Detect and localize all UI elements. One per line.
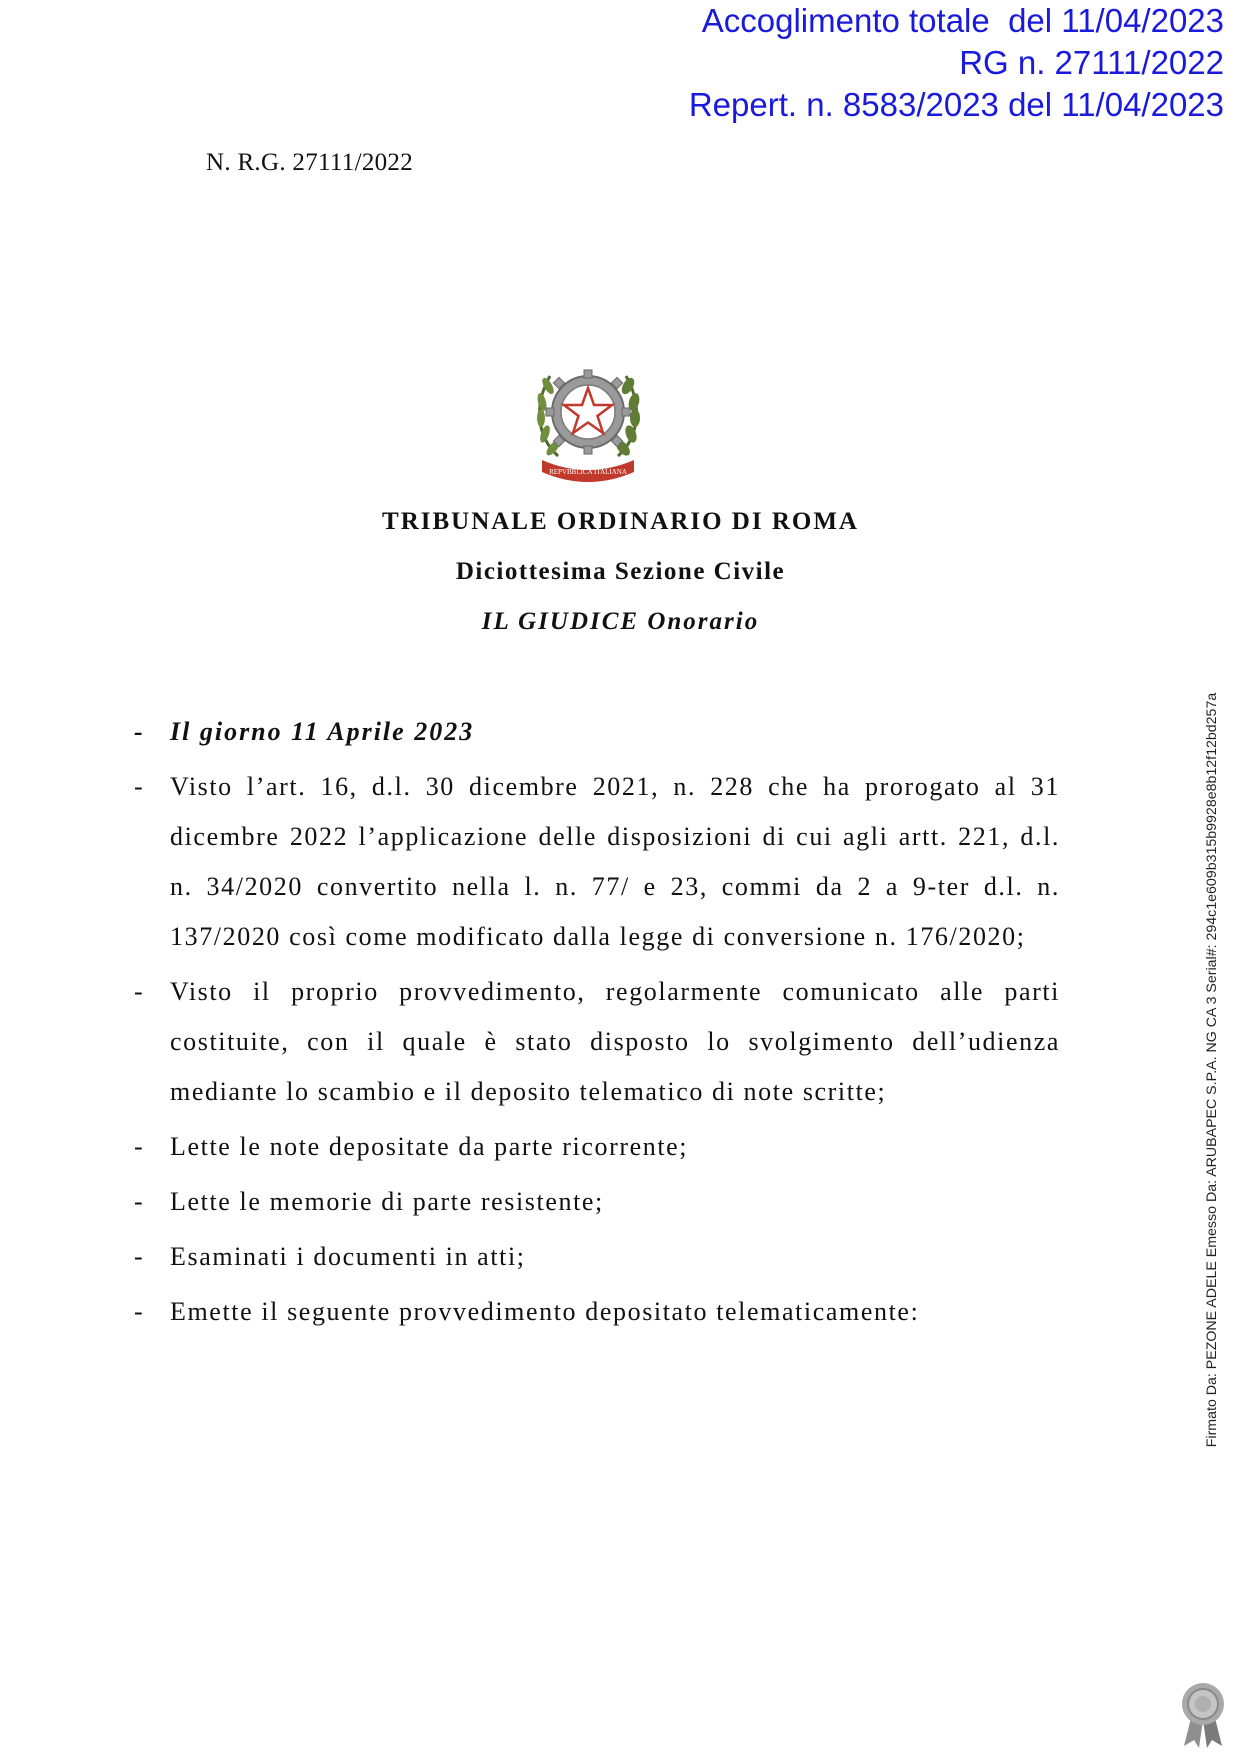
court-section: Diciottesima Sezione Civile xyxy=(455,558,786,585)
list-item xyxy=(130,1232,1060,1282)
recital-text: Visto l’art. 16, d.l. 30 dicembre 2021, n. 228 che ha prorogato al 31 dicembre 2022 l’applicazione delle disposizioni di cui agli artt. 221, d.l. n. 34/2020 convertito nella l. n. 77/ e 23, commi da 2 a 9-ter d.l. n. 137/2020 così come modificato dalla legge di conversione n. 176/2020; xyxy=(170,772,1060,951)
list-item xyxy=(130,967,1060,1117)
registry-stamp xyxy=(689,0,1224,126)
dash-bullet: - xyxy=(134,1242,145,1271)
stamp-repertorio: Repert. n. 8583/2023 del 11/04/2023 xyxy=(688,86,1224,123)
dash-bullet: - xyxy=(134,717,145,746)
dash-bullet: - xyxy=(134,772,145,801)
dash-bullet: - xyxy=(134,1297,145,1326)
list-item xyxy=(130,707,1060,757)
list-item xyxy=(130,1177,1060,1227)
stamp-rg: RG n. 27111/2022 xyxy=(959,44,1224,81)
svg-text:REPVBBLICA ITALIANA: REPVBBLICA ITALIANA xyxy=(549,468,627,476)
digital-signature-seal-icon xyxy=(1178,1680,1228,1750)
recital-text: Visto il proprio provvedimento, regolarmente comunicato alle parti costituite, con il quale è stato disposto lo svolgimento dell’udienza mediante lo scambio e il deposito telematico di note scritte; xyxy=(170,977,1060,1106)
case-number: N. R.G. 27111/2022 xyxy=(206,149,414,176)
recital-text: Emette il seguente provvedimento depositato telematicamente: xyxy=(170,1297,920,1326)
recital-text: Lette le note depositate da parte ricorrente; xyxy=(170,1132,689,1161)
repubblica-italiana-emblem-icon xyxy=(528,352,648,482)
list-item xyxy=(130,762,1060,962)
list-item xyxy=(130,1287,1060,1337)
court-name: TRIBUNALE ORDINARIO DI ROMA xyxy=(382,508,859,535)
judge-title: IL GIUDICE Onorario xyxy=(481,608,760,635)
dash-bullet: - xyxy=(134,1187,145,1216)
hearing-date: Il giorno 11 Aprile 2023 xyxy=(170,717,475,746)
recital-text: Esaminati i documenti in atti; xyxy=(170,1242,526,1271)
recitals-list xyxy=(130,707,1060,1342)
dash-bullet: - xyxy=(134,1132,145,1161)
list-item xyxy=(130,1122,1060,1172)
recital-text: Lette le memorie di parte resistente; xyxy=(170,1187,604,1216)
dash-bullet: - xyxy=(134,977,145,1006)
digital-signature-info: Firmato Da: PEZONE ADELE Emesso Da: ARUBAPEC S.P.A. NG CA 3 Serial#: 294c1e609b315b9928e8b12f12bd257a xyxy=(1204,692,1220,1448)
stamp-outcome: Accoglimento totale del 11/04/2023 xyxy=(701,2,1224,39)
